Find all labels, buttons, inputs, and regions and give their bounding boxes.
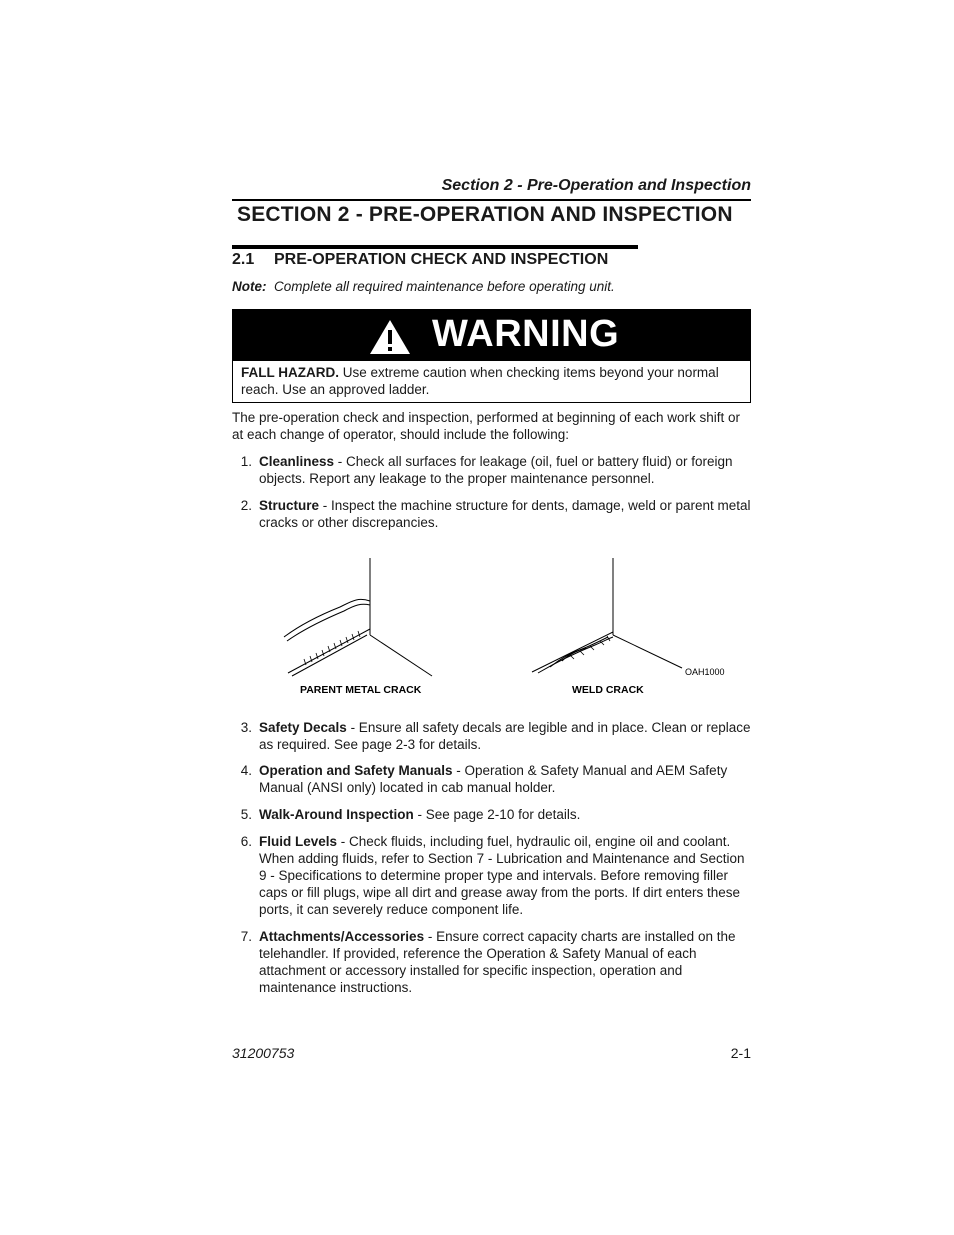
- list-description: - Check all surfaces for leakage (oil, fuel or battery fluid) or foreign objects. Report any leakage to the proper maintenance personnel.: [259, 454, 733, 486]
- intro-paragraph: The pre-operation check and inspection, performed at beginning of each work shift or at each change of operator, should include the following:: [232, 410, 741, 442]
- list-description: - Check fluids, including fuel, hydraulic oil, engine oil and coolant. When adding fluids, refer to Section 7 - Lubrication and Maintenance and Section 9 - Specifications to determine proper type and intervals. Before removing filler caps or fill plugs, wipe all dirt and grease away from the ports. If dirt enters these ports, it can severely reduce component life.: [259, 834, 745, 917]
- warning-body: Use extreme caution when checking items beyond your normal reach. Use an approved ladder.: [241, 365, 719, 397]
- weld-crack-illustration: [532, 558, 682, 673]
- list-term: Safety Decals: [259, 720, 347, 735]
- list-number: 1.: [240, 454, 252, 469]
- list-number: 5.: [240, 807, 252, 822]
- subsection-number: 2.1: [232, 251, 255, 268]
- note-label: Note:: [232, 279, 267, 294]
- warning-lead: FALL HAZARD.: [241, 365, 339, 380]
- section-title: SECTION 2 - PRE-OPERATION AND INSPECTION: [237, 203, 733, 226]
- list-number: 7.: [240, 929, 252, 944]
- warning-title: WARNING: [432, 313, 620, 355]
- note: [232, 279, 615, 294]
- list-number: 3.: [240, 720, 252, 735]
- warning-banner: [233, 310, 750, 361]
- subsection-title: PRE-OPERATION CHECK AND INSPECTION: [274, 251, 609, 268]
- list-text: [259, 833, 751, 918]
- parent-metal-crack-illustration: [284, 558, 432, 676]
- warning-box: [232, 309, 751, 403]
- list-description: - See page 2-10 for details.: [413, 807, 581, 822]
- subsection-rule: [232, 245, 638, 249]
- list-text: [259, 762, 751, 796]
- list-text: [259, 453, 751, 487]
- warning-text: [241, 364, 746, 398]
- note-text: Complete all required maintenance before operating unit.: [274, 279, 615, 294]
- list-description: - Ensure correct capacity charts are installed on the telehandler. If provided, reference the Operation & Safety Manual of each attachment or accessory installed for specific inspection, operation and maintenance instructions.: [259, 929, 736, 995]
- list-term: Operation and Safety Manuals: [259, 763, 453, 778]
- header-rule: [232, 199, 751, 201]
- list-term: Structure: [259, 498, 320, 513]
- warning-triangle-icon: [369, 319, 411, 355]
- list-text: [259, 719, 751, 753]
- footer-doc-number: 31200753: [232, 1045, 295, 1061]
- figure-code: OAH1000: [685, 667, 725, 677]
- list-text: [259, 928, 751, 996]
- list-description: - Ensure all safety decals are legible and in place. Clean or replace as required. See page 2-3 for details.: [259, 720, 751, 752]
- list-number: 6.: [240, 834, 252, 849]
- list-description: - Inspect the machine structure for dents, damage, weld or parent metal cracks or other discrepancies.: [259, 498, 751, 530]
- list-number: 4.: [240, 763, 252, 778]
- crack-figure: [270, 555, 740, 710]
- weld-crack-label: WELD CRACK: [572, 684, 644, 696]
- list-term: Attachments/Accessories: [259, 929, 425, 944]
- list-term: Fluid Levels: [259, 834, 338, 849]
- parent-metal-crack-label: PARENT METAL CRACK: [300, 684, 422, 696]
- footer-page-number: 2-1: [730, 1045, 751, 1061]
- list-term: Cleanliness: [259, 454, 335, 469]
- list-number: 2.: [240, 498, 252, 513]
- list-description: - Operation & Safety Manual and AEM Safety Manual (ANSI only) located in cab manual holder.: [259, 763, 728, 795]
- list-term: Walk-Around Inspection: [259, 807, 414, 822]
- subsection-heading: [232, 251, 608, 269]
- running-head: Section 2 - Pre-Operation and Inspection: [441, 177, 751, 194]
- list-text: [259, 806, 751, 823]
- list-text: [259, 497, 751, 531]
